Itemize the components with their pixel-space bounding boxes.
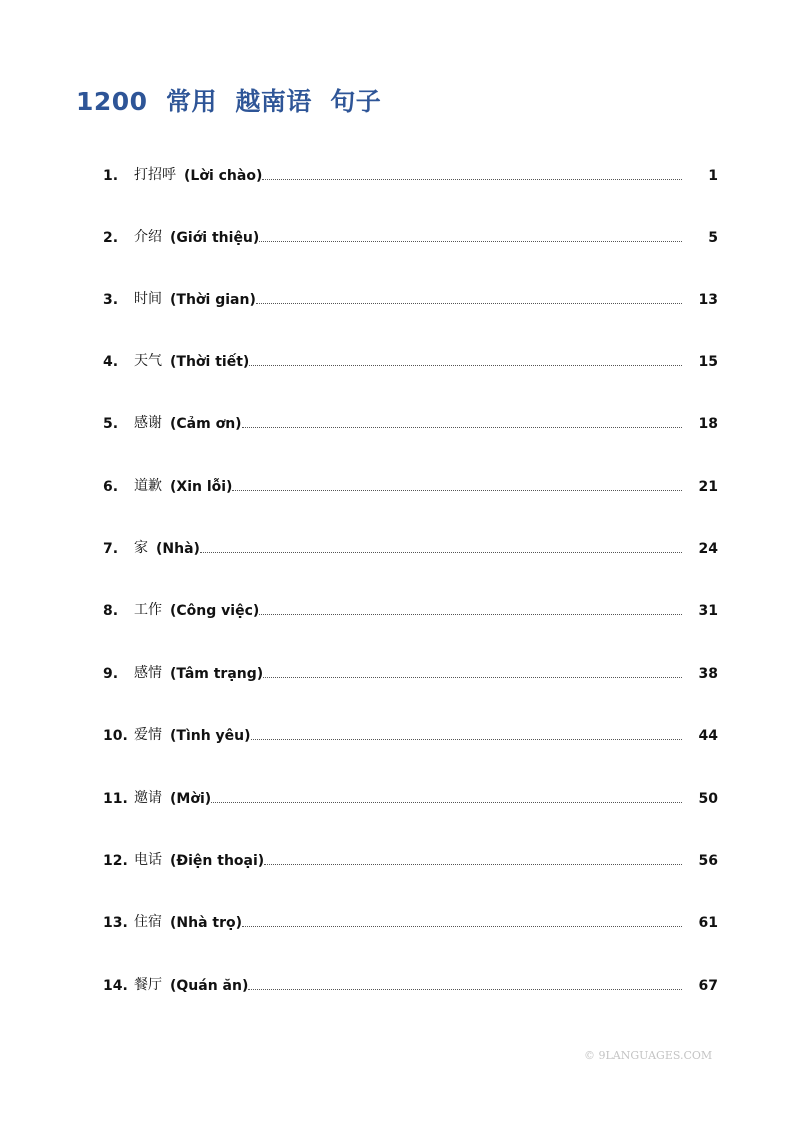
toc-entry-page-number: 13: [698, 292, 718, 308]
dot-leader: [264, 864, 682, 865]
toc-entry[interactable]: [103, 162, 718, 184]
toc-entry-chinese-title: 住宿: [134, 914, 162, 930]
dot-leader: [263, 677, 682, 678]
page-title: 1200 常用 越南语 句子: [76, 87, 382, 116]
toc-entry[interactable]: [103, 473, 718, 495]
toc-entry-chinese-title: 电话: [134, 852, 162, 868]
toc-entry-page-number: 21: [698, 479, 718, 495]
toc-entry-page-number: 38: [698, 666, 718, 682]
toc-entry-page-number: 15: [698, 354, 718, 370]
toc-entry-chinese-title: 邀请: [134, 790, 162, 806]
toc-entry-chinese-title: 家: [134, 540, 148, 556]
dot-leader: [242, 427, 682, 428]
toc-entry-number: 2.: [103, 230, 119, 246]
toc-entry-chinese-title: 感情: [134, 665, 162, 681]
dot-leader: [242, 926, 682, 927]
toc-entry-vietnamese-title: (Thời gian): [170, 292, 256, 308]
dot-leader: [256, 303, 682, 304]
toc-entry-chinese-title: 工作: [134, 602, 162, 618]
toc-entry-chinese-title: 感谢: [134, 415, 162, 431]
dot-leader: [259, 241, 682, 242]
toc-entry-page-number: 61: [698, 915, 718, 931]
toc-entry[interactable]: [103, 660, 718, 682]
toc-entry-number: 7.: [103, 541, 119, 557]
toc-entry[interactable]: [103, 410, 718, 432]
toc-entry[interactable]: [103, 785, 718, 807]
dot-leader: [211, 802, 682, 803]
toc-entry-number: 10.: [103, 728, 128, 744]
toc-entry-page-number: 44: [698, 728, 718, 744]
toc-entry-vietnamese-title: (Nhà): [156, 541, 200, 557]
dot-leader: [259, 614, 682, 615]
toc-entry-page-number: 67: [698, 978, 718, 994]
toc-entry-number: 3.: [103, 292, 119, 308]
toc-entry[interactable]: [103, 286, 718, 308]
toc-entry-vietnamese-title: (Quán ăn): [170, 978, 249, 994]
toc-entry-page-number: 24: [698, 541, 718, 557]
dot-leader: [262, 179, 682, 180]
toc-entry-number: 1.: [103, 168, 119, 184]
toc-entry-vietnamese-title: (Giới thiệu): [170, 230, 260, 246]
toc-entry-vietnamese-title: (Thời tiết): [170, 354, 250, 370]
toc-entry-number: 9.: [103, 666, 119, 682]
toc-entry[interactable]: [103, 224, 718, 246]
toc-entry-number: 11.: [103, 791, 128, 807]
toc-entry-chinese-title: 打招呼: [134, 167, 176, 183]
toc-entry-vietnamese-title: (Lời chào): [184, 168, 263, 184]
toc-entry-vietnamese-title: (Xin lỗi): [170, 479, 233, 495]
toc-entry-number: 5.: [103, 416, 119, 432]
toc-entry-chinese-title: 爱情: [134, 727, 162, 743]
toc-entry-number: 12.: [103, 853, 128, 869]
toc-entry-vietnamese-title: (Mời): [170, 791, 212, 807]
toc-entry-chinese-title: 天气: [134, 353, 162, 369]
toc-entry-page-number: 50: [698, 791, 718, 807]
toc-entry-chinese-title: 介绍: [134, 229, 162, 245]
toc-entry[interactable]: [103, 847, 718, 869]
toc-entry-chinese-title: 餐厅: [134, 977, 162, 993]
toc-entry[interactable]: [103, 597, 718, 619]
toc-entry-vietnamese-title: (Cảm ơn): [170, 416, 242, 432]
dot-leader: [200, 552, 682, 553]
toc-entry-vietnamese-title: (Nhà trọ): [170, 915, 243, 931]
toc-entry-chinese-title: 道歉: [134, 478, 162, 494]
toc-entry[interactable]: [103, 722, 718, 744]
toc-entry-number: 4.: [103, 354, 119, 370]
dot-leader: [249, 365, 682, 366]
toc-entry[interactable]: [103, 909, 718, 931]
toc-entry[interactable]: [103, 535, 718, 557]
toc-entry-page-number: 18: [698, 416, 718, 432]
toc-entry-page-number: 5: [708, 230, 718, 246]
toc-entry-number: 6.: [103, 479, 119, 495]
toc-entry-vietnamese-title: (Tình yêu): [170, 728, 251, 744]
toc-entry-page-number: 56: [698, 853, 718, 869]
toc-entry-vietnamese-title: (Công việc): [170, 603, 260, 619]
toc-entry-number: 8.: [103, 603, 119, 619]
toc-entry-number: 14.: [103, 978, 128, 994]
toc-entry[interactable]: [103, 348, 718, 370]
copyright-watermark: © 9LANGUAGES.COM: [584, 1049, 713, 1062]
toc-entry-chinese-title: 时间: [134, 291, 162, 307]
toc-entry-vietnamese-title: (Điện thoại): [170, 853, 265, 869]
dot-leader: [251, 739, 682, 740]
dot-leader: [248, 989, 682, 990]
toc-entry-vietnamese-title: (Tâm trạng): [170, 666, 264, 682]
toc-entry[interactable]: [103, 972, 718, 994]
toc-entry-page-number: 31: [698, 603, 718, 619]
toc-entry-number: 13.: [103, 915, 128, 931]
toc-entry-page-number: 1: [708, 168, 718, 184]
dot-leader: [232, 490, 682, 491]
